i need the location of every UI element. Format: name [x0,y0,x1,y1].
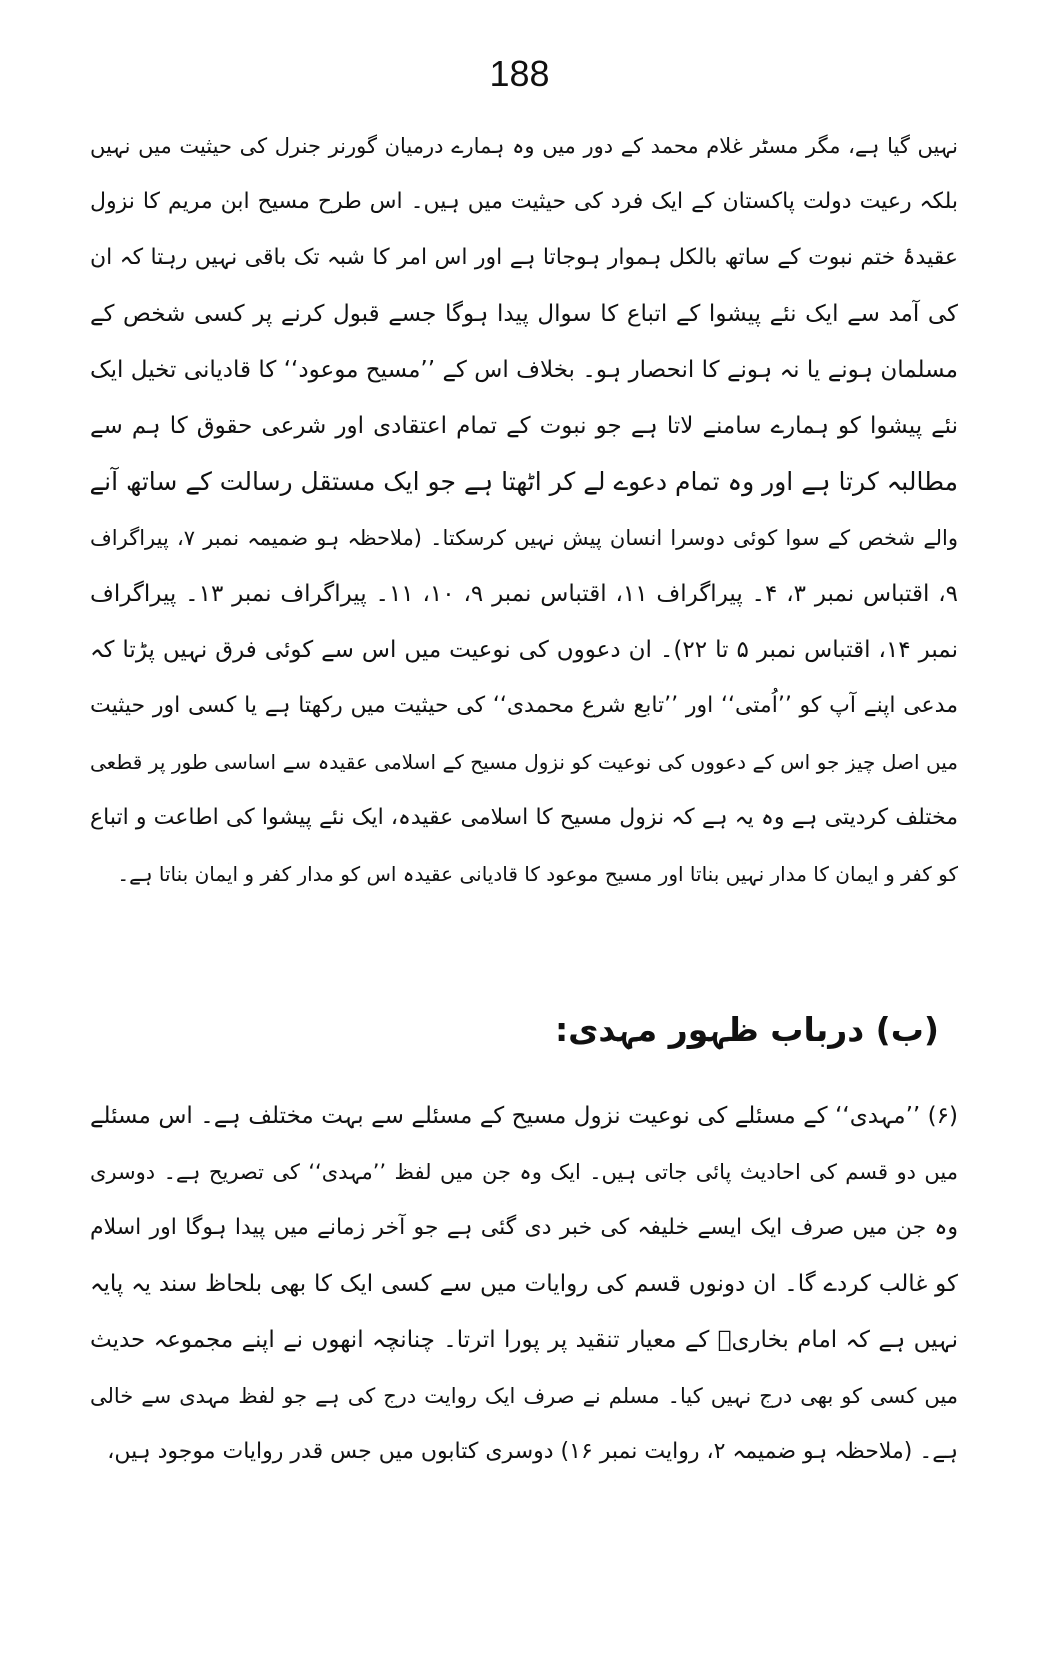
text-line: مختلف کردیتی ہے وہ یہ ہے کہ نزول مسیح کا اسلامی عقیدہ، ایک نئے پیشوا کی اطاعت و اتباع [90,805,958,830]
text-line: مدعی اپنے آپ کو ’’اُمتی‘‘ اور ’’تابع شرع محمدی‘‘ کی حیثیت میں رکھتا ہے یا کسی اور حیثیت [90,693,958,718]
text-line: بلکہ رعیت دولت پاکستان کے ایک فرد کی حیثیت میں ہیں۔ اس طرح مسیح ابن مریم کا نزول [90,189,958,214]
text-line: کی آمد سے ایک نئے پیشوا کے اتباع کا سوال پیدا ہوگا جسے قبول کرنے پر کسی شخص کے [90,301,958,327]
text-line: ۹، اقتباس نمبر ۳، ۴۔ پیراگراف ۱۱، اقتباس نمبر ۹، ۱۰، ۱۱۔ پیراگراف نمبر ۱۳۔ پیراگراف [90,581,958,607]
text-line: میں اصل چیز جو اس کے دعووں کی نوعیت کو نزول مسیح کے اسلامی عقیدہ سے اساسی طور پر قطعی [90,750,958,774]
text-line: مسلمان ہونے یا نہ ہونے کا انحصار ہو۔ بخلاف اس کے ’’مسیح موعود‘‘ کا قادیانی تخیل ایک [90,357,958,383]
text-line: والے شخص کے سوا کوئی دوسرا انسان پیش نہیں کرسکتا۔ (ملاحظہ ہو ضمیمہ نمبر ۷، پیراگراف [90,526,958,550]
page-number: 188 [489,53,550,94]
text-line: کو کفر و ایمان کا مدار نہیں بناتا اور مسیح موعود کا قادیانی عقیدہ اس کو مدار کفر و ایمان بناتا ہے۔ [117,862,958,886]
text-line: وہ جن میں صرف ایک ایسے خلیفہ کی خبر دی گئی ہے جو آخر زمانے میں پیدا ہوگا اور اسلام [90,1215,958,1240]
text-line: نئے پیشوا کو ہمارے سامنے لاتا ہے جو نبوت کے تمام اعتقادی اور شرعی حقوق کا ہم سے [90,413,958,439]
text-line: کو غالب کردے گا۔ ان دونوں قسم کی روایات میں سے کسی ایک کا بھی بلحاظ سند یہ پایہ [90,1271,958,1297]
paragraph-mahdi [90,1088,958,1480]
text-line: (۶) ’’مہدی‘‘ کے مسئلے کی نوعیت نزول مسیح کے مسئلے سے بہت مختلف ہے۔ اس مسئلے [90,1103,958,1129]
text-line: میں دو قسم کی احادیث پائی جاتی ہیں۔ ایک وہ جن میں لفظ ’’مہدی‘‘ کی تصریح ہے۔ دوسری [90,1160,958,1184]
text-line: مطالبہ کرتا ہے اور وہ تمام دعوے لے کر اٹھتا ہے جو ایک مستقل رسالت کے ساتھ آنے [90,467,958,496]
paragraph-masih-mauood [90,118,958,902]
text-line: میں کسی کو بھی درج نہیں کیا۔ مسلم نے صرف ایک روایت درج کی ہے جو لفظ مہدی سے خالی [90,1384,958,1408]
text-line: عقیدۂ ختم نبوت کے ساتھ بالکل ہموار ہوجاتا ہے اور اس امر کا شبہ تک باقی نہیں رہتا کہ ان [90,245,958,270]
text-line: ہے۔ (ملاحظہ ہو ضمیمہ ۲، روایت نمبر ۱۶) دوسری کتابوں میں جس قدر روایات موجود ہیں، [107,1439,958,1464]
text-line: نمبر ۱۴، اقتباس نمبر ۵ تا ۲۲)۔ ان دعووں کی نوعیت میں اس سے کوئی فرق نہیں پڑتا کہ [90,637,958,663]
section-heading: (ب) درباب ظہور مہدی: [554,1010,939,1049]
text-line: نہیں گیا ہے، مگر مسٹر غلام محمد کے دور میں وہ ہمارے درمیان گورنر جنرل کی حیثیت میں نہیں [90,134,958,158]
text-line: نہیں ہے کہ امام بخاریؒ کے معیار تنقید پر پورا اترتا۔ چنانچہ انھوں نے اپنے مجموعہ حدیث [90,1327,958,1353]
